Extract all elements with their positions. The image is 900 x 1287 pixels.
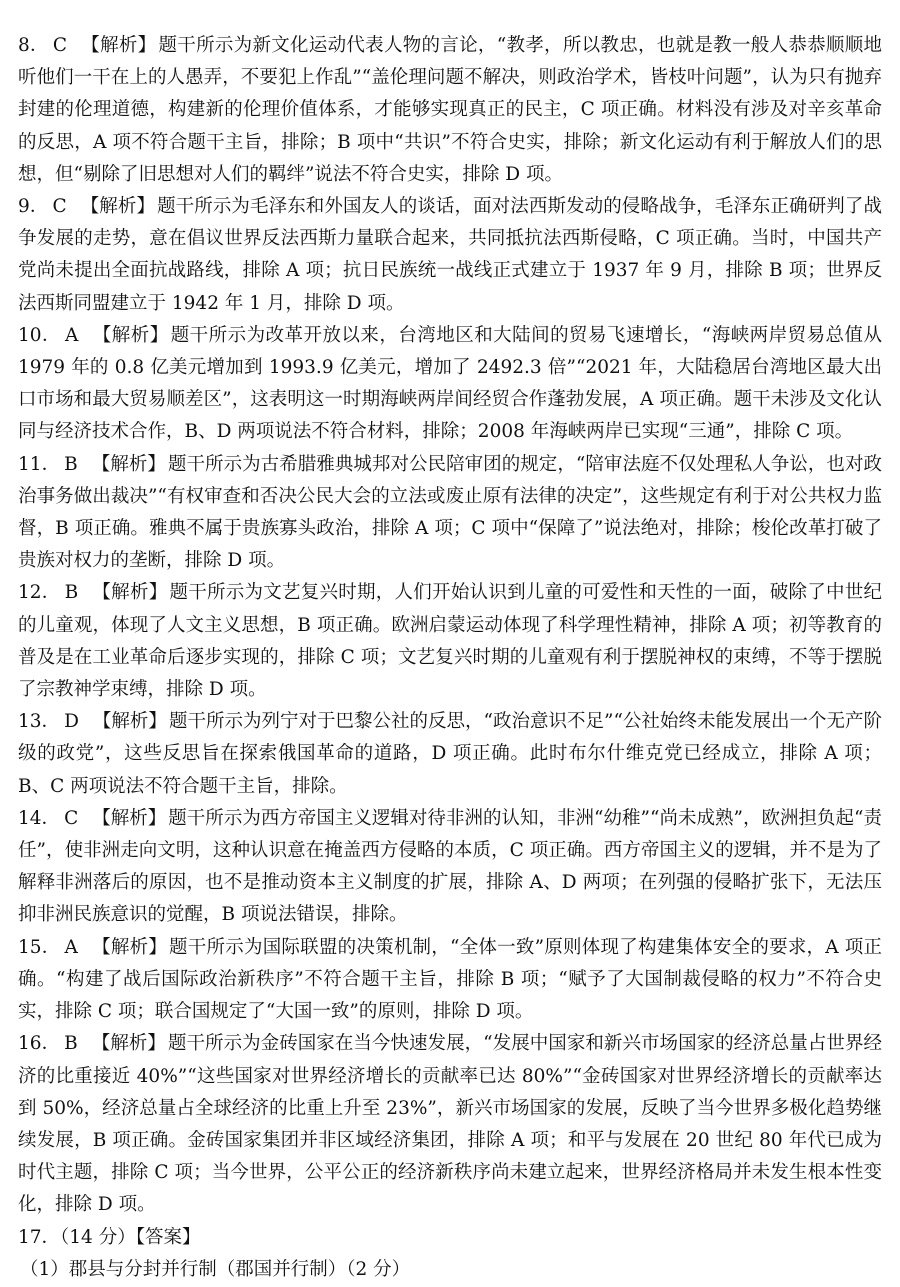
answer-letter: B bbox=[64, 1033, 78, 1055]
answer-item-15 bbox=[18, 932, 882, 1029]
answer-letter: C bbox=[64, 807, 79, 829]
analysis-tag: 【解析】 bbox=[92, 582, 168, 604]
answer-item-8 bbox=[18, 30, 882, 191]
analysis-text: 题干所示为金砖国家在当今快速发展，“发展中国家和新兴市场国家的经济总量占世界经济的比重接近 40%”“这些国家对世界经济增长的贡献率已达 80%”“金砖国家对世界经济增长的贡献率达到 50%，经济总量占全球经济的比重上升至 23%”，新兴市场国家的发展，反映了当今世界多极化趋势继续发展，B 项正确。金砖国家集团并非区域经济集团，排除 A 项；和平与发展在 20 世纪 80 年代已成为时代主题，排除 C 项；当今世界，公平公正的经济新秩序尚未建立起来，世界经济格局并未发生根本性变化，排除 D 项。 bbox=[18, 1033, 882, 1216]
analysis-tag: 【解析】 bbox=[81, 35, 157, 56]
analysis-tag: 【解析】 bbox=[91, 936, 168, 958]
analysis-tag: 【解析】 bbox=[91, 1033, 166, 1055]
answer-letter: C bbox=[52, 196, 67, 218]
question-number: 12． bbox=[18, 582, 61, 604]
question-number: 9． bbox=[18, 196, 49, 218]
answer-item-14 bbox=[18, 803, 882, 932]
question-number: 15． bbox=[18, 936, 61, 958]
answer-letter: C bbox=[52, 35, 68, 56]
answer-letter: D bbox=[64, 711, 79, 733]
question-number: 13． bbox=[18, 711, 61, 733]
question-17-heading: 17．（14 分）【答案】 bbox=[18, 1226, 201, 1248]
question-number: 8． bbox=[18, 35, 49, 56]
analysis-tag: 【解析】 bbox=[80, 196, 156, 218]
question-number: 11． bbox=[18, 453, 61, 475]
answer-item-12 bbox=[18, 577, 882, 706]
analysis-text: 题干所示为改革开放以来，台湾地区和大陆间的贸易飞速增长，“海峡两岸贸易总值从 1979 年的 0.8 亿美元增加到 1993.9 亿美元，增加了 2492.3 倍”“2021 年，大陆稳居台湾地区最大出口市场和最大贸易顺差区”，这表明这一时期海峡两岸间经贸合作蓬勃发展，A 项正确。题干未涉及文化认同与经济技术合作，B、D 两项说法不符合材料，排除；2008 年海峡两岸已实现“三通”，排除 C 项。 bbox=[18, 324, 882, 443]
answer-item-16 bbox=[18, 1028, 882, 1221]
answer-item-11 bbox=[18, 449, 882, 578]
answer-item-9 bbox=[18, 191, 882, 320]
analysis-tag: 【解析】 bbox=[92, 711, 167, 733]
question-number: 10． bbox=[18, 324, 61, 346]
analysis-tag: 【解析】 bbox=[92, 324, 169, 346]
answer-item-13 bbox=[18, 706, 882, 803]
analysis-text: 题干所示为古希腊雅典城邦对公民陪审团的规定，“陪审法庭不仅处理私人争讼，也对政治事务做出裁决”“有权审查和否决公民大会的立法或废止原有法律的决定”，这些规定有利于对公共权力监督，B 项正确。雅典不属于贵族寡头政治，排除 A 项；C 项中“保障了”说法绝对，排除；梭伦改革打破了贵族对权力的垄断，排除 D 项。 bbox=[18, 453, 882, 572]
question-number: 16． bbox=[18, 1033, 61, 1055]
answer-document bbox=[18, 30, 882, 1286]
analysis-text: 题干所示为国际联盟的决策机制，“全体一致”原则体现了构建集体安全的要求，A 项正确。“构建了战后国际政治新秩序”不符合题干主旨，排除 B 项；“赋予了大国制裁侵略的权力”不符合史实，排除 C 项；联合国规定了“大国一致”的原则，排除 D 项。 bbox=[18, 936, 882, 1023]
analysis-text: 题干所示为列宁对于巴黎公社的反思，“政治意识不足”“公社始终未能发展出一个无产阶级的政党”，这些反思旨在探索俄国革命的道路，D 项正确。此时布尔什维克党已经成立，排除 A 项；B、C 两项说法不符合题干主旨，排除。 bbox=[18, 711, 882, 797]
answer-letter: A bbox=[64, 936, 78, 958]
analysis-text: 题干所示为毛泽东和外国友人的谈话，面对法西斯发动的侵略战争，毛泽东正确研判了战争发展的走势，意在倡议世界反法西斯力量联合起来，共同抵抗法西斯侵略，C 项正确。当时，中国共产党尚未提出全面抗战路线，排除 A 项；抗日民族统一战线正式建立于 1937 年 9 月，排除 B 项；世界反法西斯同盟建立于 1942 年 1 月，排除 D 项。 bbox=[18, 196, 882, 314]
analysis-tag: 【解析】 bbox=[92, 807, 167, 829]
analysis-tag: 【解析】 bbox=[91, 453, 166, 475]
analysis-text: 题干所示为文艺复兴时期，人们开始认识到儿童的可爱性和天性的一面，破除了中世纪的儿童观，体现了人文主义思想，B 项正确。欧洲启蒙运动体现了科学理性精神，排除 A 项；初等教育的普及是在工业革命后逐步实现的，排除 C 项；文艺复兴时期的儿童观有利于摆脱神权的束缚，不等于摆脱了宗教神学束缚，排除 D 项。 bbox=[18, 582, 882, 701]
analysis-text: 题干所示为西方帝国主义逻辑对待非洲的认知，非洲“幼稚”“尚未成熟”，欧洲担负起“责任”，使非洲走向文明，这种认识意在掩盖西方侵略的本质，C 项正确。西方帝国主义的逻辑，并不是为了解释非洲落后的原因，也不是推动资本主义制度的扩展，排除 A、D 两项；在列强的侵略扩张下，无法压抑非洲民族意识的觉醒，B 项说法错误，排除。 bbox=[18, 807, 882, 926]
analysis-text: 题干所示为新文化运动代表人物的言论，“教孝，所以教忠，也就是教一般人恭恭顺顺地听他们一干在上的人愚弄，不要犯上作乱”“盖伦理问题不解决，则政治学术，皆枝叶问题”，认为只有抛弃封建的伦理道德，构建新的伦理价值体系，才能够实现真正的民主，C 项正确。材料没有涉及对辛亥革命的反思，A 项不符合题干主旨，排除；B 项中“共识”不符合史实，排除；新文化运动有利于解放人们的思想，但“剔除了旧思想对人们的羁绊”说法不符合史实，排除 D 项。 bbox=[18, 35, 882, 185]
answer-letter: A bbox=[64, 324, 79, 346]
answer-letter: B bbox=[64, 453, 78, 475]
question-number: 14． bbox=[18, 807, 61, 829]
question-17-answer-1: （1）郡县与分封并行制（郡国并行制）（2 分） bbox=[20, 1258, 411, 1280]
answer-letter: B bbox=[64, 582, 79, 604]
answer-item-10 bbox=[18, 320, 882, 449]
